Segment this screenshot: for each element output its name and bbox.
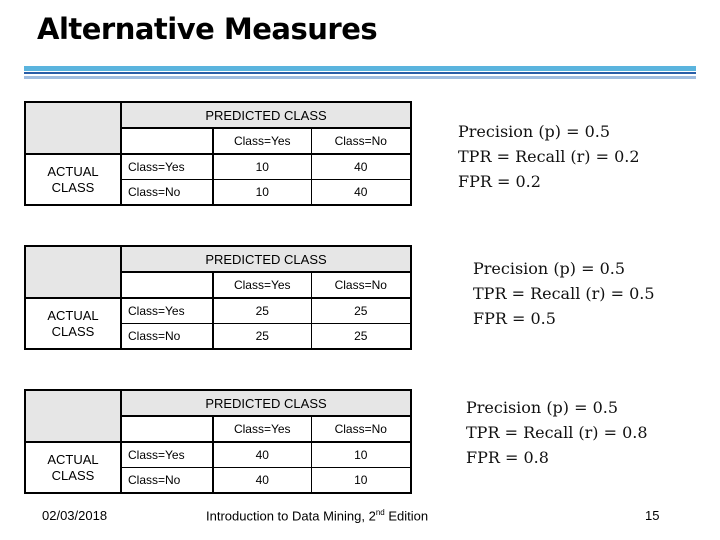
col-header-no: Class=No [311, 272, 411, 298]
precision-formula: Precision (p) = 0.5 [458, 122, 611, 141]
col-header-yes: Class=Yes [213, 416, 311, 442]
cell-fp: 25 [213, 324, 311, 350]
reference-suffix: Edition [384, 508, 429, 524]
reference-prefix: Introduction to Data Mining, 2 [206, 508, 376, 524]
row-label-no: Class=No [121, 324, 213, 350]
predicted-class-header: PREDICTED CLASS [121, 390, 411, 416]
tpr-formula: TPR = Recall (r) = 0.8 [466, 423, 648, 442]
reference-superscript: nd [375, 508, 385, 517]
page-number: 15 [645, 508, 660, 523]
precision-formula: Precision (p) = 0.5 [473, 259, 626, 278]
tpr-formula: TPR = Recall (r) = 0.5 [473, 284, 655, 303]
row-label-no: Class=No [121, 180, 213, 206]
predicted-class-header: PREDICTED CLASS [121, 246, 411, 272]
row-label-no: Class=No [121, 468, 213, 494]
confusion-matrix-2 [24, 245, 412, 350]
footer-reference [206, 508, 428, 523]
footer-date: 02/03/2018 [42, 508, 108, 523]
cell-fn: 25 [311, 298, 411, 324]
cell-tp: 25 [213, 298, 311, 324]
formulas-3 [466, 395, 648, 470]
cell-tn: 25 [311, 324, 411, 350]
cell-tn: 40 [311, 180, 411, 206]
col-header-no: Class=No [311, 416, 411, 442]
formulas-2 [473, 256, 655, 331]
tpr-formula: TPR = Recall (r) = 0.2 [458, 147, 640, 166]
cell-fp: 10 [213, 180, 311, 206]
actual-class-header: ACTUAL CLASS [25, 298, 121, 349]
confusion-matrix-1 [24, 101, 412, 206]
cell-fn: 40 [311, 154, 411, 180]
blank-header-cell [121, 416, 213, 442]
title-rule-dark [24, 72, 696, 74]
actual-class-header: ACTUAL CLASS [25, 442, 121, 493]
row-label-yes: Class=Yes [121, 154, 213, 180]
fpr-formula: FPR = 0.8 [466, 448, 549, 467]
slide-title: Alternative Measures [37, 12, 378, 46]
cell-tp: 10 [213, 154, 311, 180]
cell-fp: 40 [213, 468, 311, 494]
col-header-no: Class=No [311, 128, 411, 154]
cell-tp: 40 [213, 442, 311, 468]
matrix-corner [25, 390, 121, 442]
matrix-corner [25, 246, 121, 298]
fpr-formula: FPR = 0.2 [458, 172, 541, 191]
row-label-yes: Class=Yes [121, 442, 213, 468]
cell-tn: 10 [311, 468, 411, 494]
formulas-1 [458, 119, 640, 194]
matrix-corner [25, 102, 121, 154]
fpr-formula: FPR = 0.5 [473, 309, 556, 328]
confusion-matrix-3 [24, 389, 412, 494]
actual-class-header: ACTUAL CLASS [25, 154, 121, 205]
col-header-yes: Class=Yes [213, 272, 311, 298]
blank-header-cell [121, 128, 213, 154]
blank-header-cell [121, 272, 213, 298]
predicted-class-header: PREDICTED CLASS [121, 102, 411, 128]
title-rule-pale [24, 76, 696, 79]
col-header-yes: Class=Yes [213, 128, 311, 154]
title-rule-light [24, 66, 696, 71]
precision-formula: Precision (p) = 0.5 [466, 398, 619, 417]
cell-fn: 10 [311, 442, 411, 468]
row-label-yes: Class=Yes [121, 298, 213, 324]
